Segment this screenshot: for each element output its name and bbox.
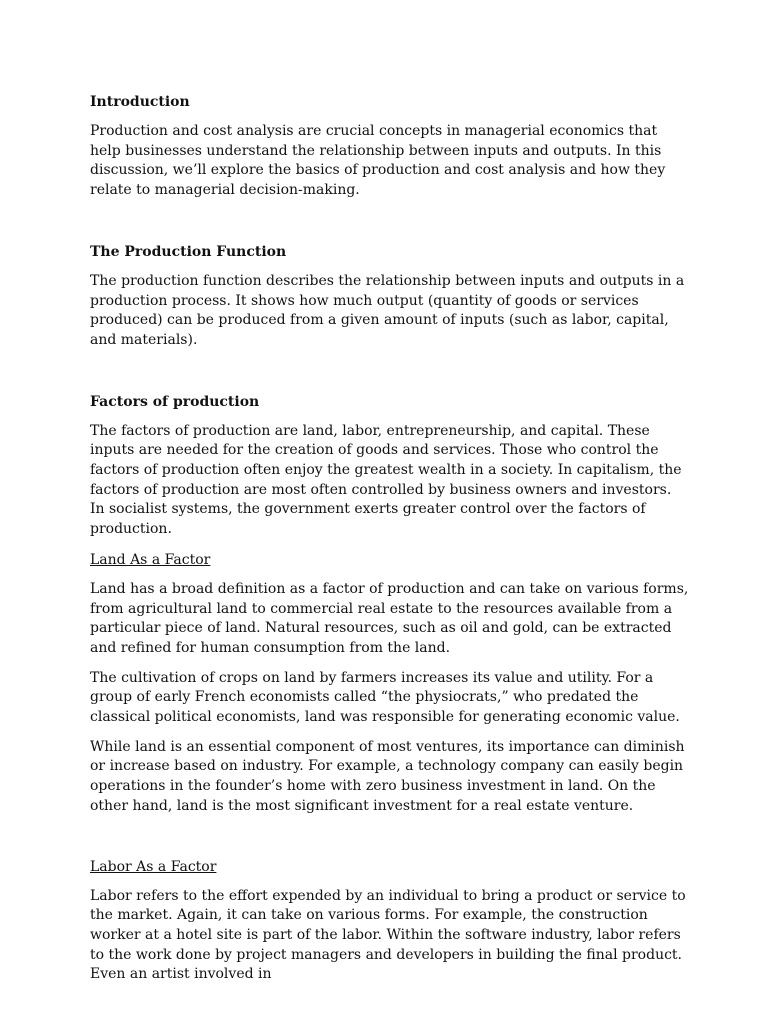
factors-heading: Factors of production bbox=[90, 393, 260, 410]
land-paragraph-3: While land is an essential component of most ventures, its importance can diminish or increase based on industry. For example, a technology company can easily begin operations in the founder’s home with zero business investment in land. On the other hand, land is the most significant investment for a real estate venture. bbox=[90, 738, 685, 814]
production-function-paragraph: The production function describes the relationship between inputs and outputs in a production process. It shows how much output (quantity of goods or services produced) can be produced from a given amount of inputs (such as labor, capital, and materials). bbox=[90, 272, 685, 348]
introduction-paragraph: Production and cost analysis are crucial concepts in managerial economics that help businesses understand the relationship between inputs and outputs. In this discussion, we’ll explore the basics of production and cost analysis and how they relate to managerial decision-making. bbox=[90, 123, 666, 199]
section-spacer bbox=[90, 211, 690, 242]
factors-paragraph: The factors of production are land, labor, entrepreneurship, and capital. These inputs are needed for the creation of goods and services. Those who control the factors of production often enjoy the greatest wealth in a society. In capitalism, the factors of production are most often controlled by business owners and investors. In socialist systems, the government exerts greater control over the factors of production. bbox=[90, 422, 682, 538]
labor-paragraph-1: Labor refers to the effort expended by an individual to bring a product or service to the market. Again, it can take on various forms. For example, the construction worker at a hotel site is part of the labor. Within the software industry, labor refers to the work done by project managers and developers in building the final product. Even an artist involved in bbox=[90, 887, 686, 983]
section-spacer bbox=[90, 361, 690, 392]
labor-subheading: Labor As a Factor bbox=[90, 858, 217, 875]
document-page bbox=[90, 92, 690, 995]
land-subheading: Land As a Factor bbox=[90, 551, 211, 568]
section-spacer bbox=[90, 827, 690, 857]
land-paragraph-2: The cultivation of crops on land by farmers increases its value and utility. For a group of early French economists called “the physiocrats,” who predated the classical political economists, land was responsible for generating economic value. bbox=[90, 669, 680, 726]
introduction-heading: Introduction bbox=[90, 94, 190, 110]
production-function-heading: The Production Function bbox=[90, 243, 287, 260]
land-paragraph-1: Land has a broad definition as a factor of production and can take on various forms, from agricultural land to commercial real estate to the resources available from a particular piece of land. Natural resources, such as oil and gold, can be extracted and refined for human consumption from the land. bbox=[90, 580, 689, 656]
